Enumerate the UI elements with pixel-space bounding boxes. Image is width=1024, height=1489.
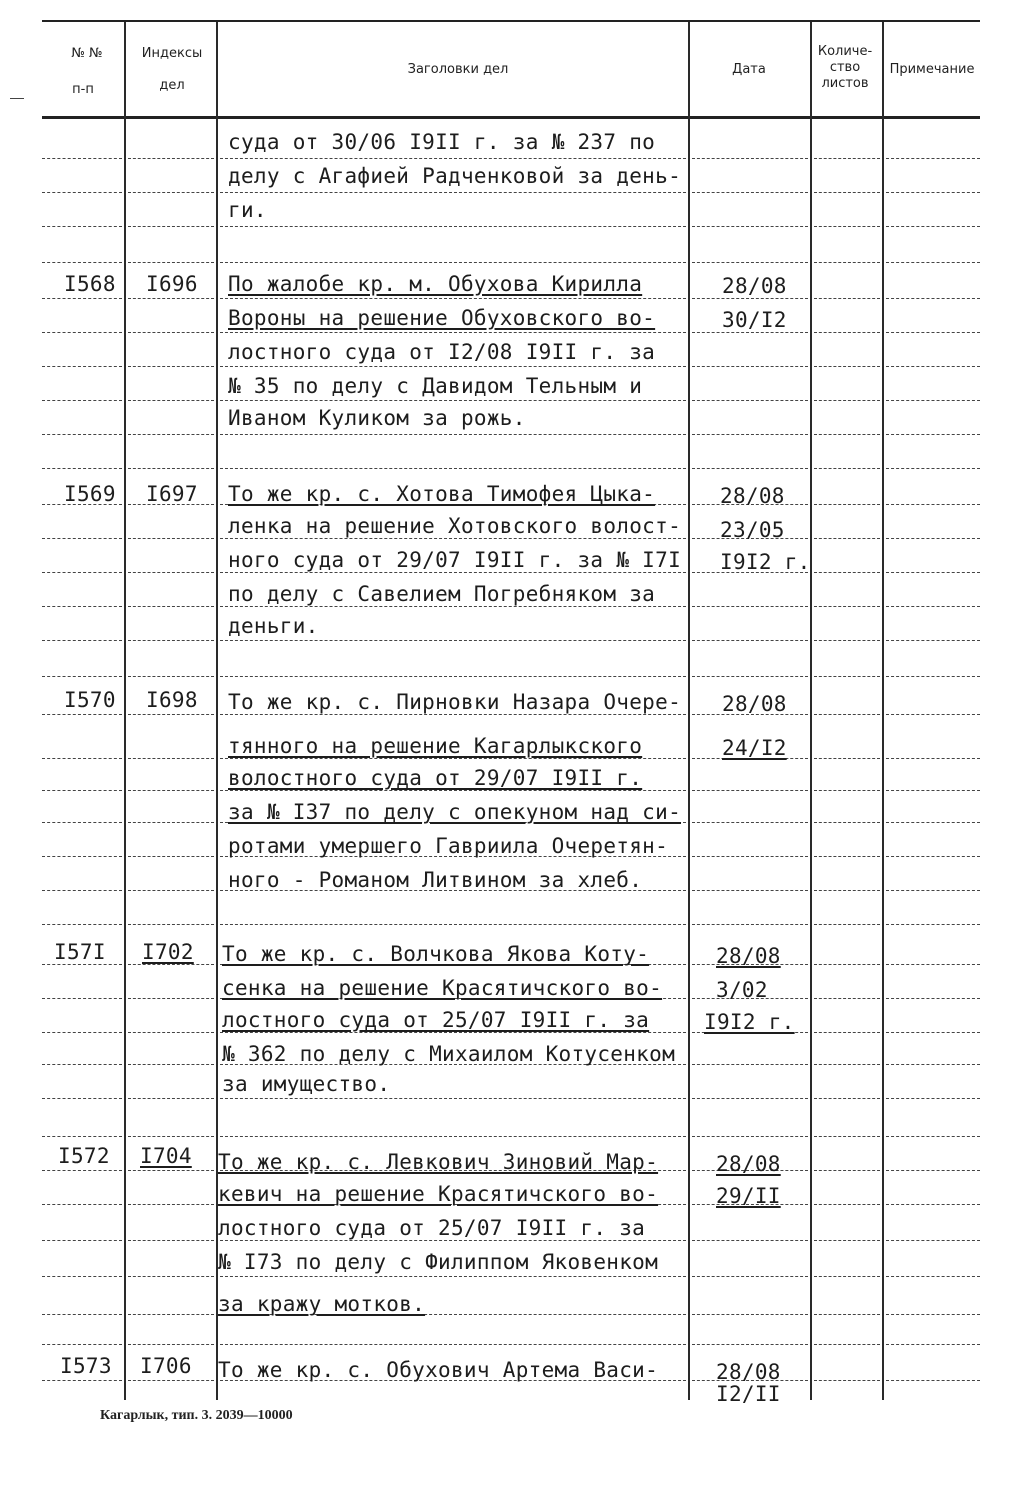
ruled-line [814,1380,880,1381]
ruled-line [886,192,980,193]
record-index: I706 [140,1354,192,1378]
ruled-line [692,192,808,193]
ruled-line [886,434,980,435]
ruled-line [42,262,122,263]
ruled-line [42,1136,122,1137]
ruled-line [814,366,880,367]
record-title-line: № I73 по делу с Филиппом Яковенком [218,1250,659,1274]
record-title-line: То же кр. с. Левкович Зиновий Мар- [218,1150,659,1174]
header-title: Заголовки дел [407,62,509,77]
ruled-line [886,714,980,715]
ruled-line [220,572,686,573]
ruled-line [128,790,214,791]
ruled-line [42,400,122,401]
ruled-line [220,1136,686,1137]
ruled-line [128,714,214,715]
ruled-line [42,1240,122,1241]
ruled-line [814,606,880,607]
ruled-line [886,262,980,263]
ruled-line [886,890,980,891]
ruled-line [692,400,808,401]
ruled-line [220,924,686,925]
record-title-line: Иваном Куликом за рожь. [228,406,526,430]
record-date: 28/08 [716,944,781,968]
record-number: I573 [60,1354,112,1378]
header-note: Примечание [889,62,975,77]
ruled-line [692,640,808,641]
ruled-line [886,1204,980,1205]
ruled-line [886,822,980,823]
ruled-line [42,790,122,791]
ruled-line [814,1344,880,1345]
ruled-line [220,400,686,401]
ruled-line [128,332,214,333]
record-title-line: сенка на решение Красятичского во- [222,976,663,1000]
ruled-line [886,538,980,539]
ruled-line [128,1170,214,1171]
ruled-line [692,262,808,263]
ruled-line [220,640,686,641]
record-number: I570 [64,688,116,712]
ruled-line [42,1344,122,1345]
record-date: 28/08 [716,1360,781,1384]
ruled-line [220,434,686,435]
ruled-line [814,400,880,401]
record-date: 23/05 [720,518,785,542]
ruled-line [886,400,980,401]
ruled-line [128,1314,214,1315]
ruled-line [886,298,980,299]
ruled-line [814,1032,880,1033]
ruled-line [220,1344,686,1345]
ruled-line [692,226,808,227]
ruled-line [886,790,980,791]
record-title-line: То же кр. с. Волчкова Якова Коту- [222,942,650,966]
ruled-line [886,924,980,925]
ruled-line [886,226,980,227]
ruled-line [128,262,214,263]
column-divider [688,22,690,1400]
ruled-line [692,606,808,607]
ruled-line [128,1344,214,1345]
ruled-line [42,1380,122,1381]
record-title-line: То же кр. с. Обухович Артема Васи- [218,1358,659,1382]
header-index-top: Индексы [141,46,203,61]
ruled-line [42,822,122,823]
record-date: I2/II [716,1382,781,1406]
ruled-line [814,192,880,193]
ruled-line [42,538,122,539]
ruled-line [692,1276,808,1277]
record-title-line: лостного суда от 25/07 I9II г. за [218,1216,646,1240]
ruled-line [42,714,122,715]
ruled-line [42,924,122,925]
ruled-line [220,1276,686,1277]
ruled-line [814,538,880,539]
ruled-line [814,1240,880,1241]
ruled-line [220,192,686,193]
ruled-line [128,298,214,299]
ruled-line [220,468,686,469]
column-divider [124,22,126,1400]
ruled-line [814,262,880,263]
column-divider [810,22,812,1400]
ruled-line [42,964,122,965]
record-index: I698 [146,688,198,712]
ruled-line [220,332,686,333]
record-title-line: ротами умершего Гавриила Очеретян- [228,834,669,858]
ruled-line [886,1380,980,1381]
ruled-line [692,1098,808,1099]
ruled-line [692,366,808,367]
ruled-line [886,1136,980,1137]
ruled-line [692,468,808,469]
ruled-line [692,1136,808,1137]
header-sheets-3: листов [821,76,869,91]
ruled-line [692,1240,808,1241]
ruled-line [886,332,980,333]
ruled-line [128,434,214,435]
print-imprint: Кагарлык, тип. 3. 2039—10000 [100,1408,293,1423]
ruled-line [814,714,880,715]
record-date: 28/08 [716,1152,781,1176]
record-title-line: То же кр. с. Хотова Тимофея Цыка- [228,482,656,506]
ruled-line [128,640,214,641]
ruled-line [814,1314,880,1315]
ruled-line [128,1380,214,1381]
ruled-line [42,1204,122,1205]
ruled-line [128,226,214,227]
record-date: 3/02 [716,978,768,1002]
ruled-line [814,924,880,925]
ruled-line [886,758,980,759]
ruled-line [42,298,122,299]
ruled-line [886,366,980,367]
ruled-line [128,606,214,607]
ruled-line [42,1276,122,1277]
ruled-line [814,468,880,469]
record-index: I702 [142,940,194,964]
ruled-line [220,262,686,263]
ruled-line [128,366,214,367]
ruled-line [692,822,808,823]
ruled-line [886,1170,980,1171]
ruled-line [886,1276,980,1277]
ruled-line [42,332,122,333]
ruled-line [692,298,808,299]
header-num-bottom: п-п [72,82,94,97]
ruled-line [692,856,808,857]
ruled-line [814,226,880,227]
ruled-line [814,1136,880,1137]
ruled-line [128,538,214,539]
record-title-line: за № I37 по делу с опекуном над си- [228,800,682,824]
ruled-line [886,1314,980,1315]
ruled-line [128,1032,214,1033]
ruled-line [814,332,880,333]
ruled-line [220,606,686,607]
record-number: I572 [58,1144,110,1168]
ruled-line [128,964,214,965]
ruled-line [692,332,808,333]
continuation-line: ги. [228,198,267,222]
ruled-line [128,1064,214,1065]
record-number: I568 [64,272,116,296]
ruled-line [128,1240,214,1241]
record-title-line: кевич на решение Красятичского во- [218,1182,659,1206]
ruled-line [886,158,980,159]
ruled-line [42,192,122,193]
ruled-line [42,1064,122,1065]
record-date: 28/08 [720,484,785,508]
record-title-line: По жалобе кр. м. Обухова Кирилла [228,272,643,296]
record-date: 24/I2 [722,736,787,760]
ruled-line [886,676,980,677]
ruled-line [692,434,808,435]
header-index-bottom: дел [159,78,185,93]
record-title-line: № 35 по делу с Давидом Тельным и [228,374,643,398]
ruled-line [42,890,122,891]
ruled-line [814,758,880,759]
record-title-line: за имущество. [222,1072,391,1096]
ruled-line [814,890,880,891]
ruled-line [220,714,686,715]
ruled-line [128,158,214,159]
ruled-line [886,1098,980,1099]
ruled-line [886,1344,980,1345]
column-divider [882,22,884,1400]
ruled-line [128,890,214,891]
continuation-line: суда от 30/06 I9II г. за № 237 по [228,130,656,154]
ruled-line [814,1276,880,1277]
ruled-line [42,226,122,227]
ruled-line [814,640,880,641]
ruled-line [42,758,122,759]
continuation-line: делу с Агафией Радченковой за день- [228,164,682,188]
ruled-line [814,572,880,573]
ruled-line [814,790,880,791]
record-date: I9I2 г. [704,1010,795,1034]
record-index: I704 [140,1144,192,1168]
ruled-line [42,366,122,367]
ruled-line [692,790,808,791]
record-index: I696 [146,272,198,296]
record-date: 28/08 [722,274,787,298]
header-num-top: № № [71,46,103,61]
ruled-line [128,1204,214,1205]
ruled-line [814,998,880,999]
header-top-rule [42,20,980,22]
record-date: 30/I2 [722,308,787,332]
ruled-line [886,468,980,469]
ruled-line [128,676,214,677]
record-date: 28/08 [722,692,787,716]
ruled-line [42,676,122,677]
record-title-line: деньги. [228,614,319,638]
ruled-line [814,158,880,159]
record-title-line: ного - Романом Литвином за хлеб. [228,868,643,892]
ruled-line [692,676,808,677]
ruled-line [42,434,122,435]
record-title-line: ленка на решение Хотовского волост- [228,514,682,538]
ruled-line [886,572,980,573]
ruled-line [692,1064,808,1065]
ruled-line [128,822,214,823]
ruled-line [886,606,980,607]
ruled-line [42,640,122,641]
ruled-line [220,538,686,539]
ruled-line [814,504,880,505]
ruled-line [128,998,214,999]
ruled-line [42,572,122,573]
record-title-line: Вороны на решение Обуховского во- [228,306,656,330]
ruled-line [128,572,214,573]
ruled-line [128,856,214,857]
header-sheets-2: ство [829,60,861,75]
record-title-line: лостного суда от 25/07 I9II г. за [222,1008,650,1032]
ruled-line [814,856,880,857]
record-date: I9I2 г. [720,550,811,574]
ruled-line [220,1032,686,1033]
record-date: 29/II [716,1184,781,1208]
ruled-line [220,366,686,367]
ruled-line [814,1204,880,1205]
ruled-line [220,790,686,791]
ruled-line [128,1276,214,1277]
ruled-line [886,640,980,641]
ruled-line [42,856,122,857]
ruled-line [220,1098,686,1099]
ruled-line [42,158,122,159]
ruled-line [220,226,686,227]
ruled-line [814,298,880,299]
header-date: Дата [732,62,766,77]
margin-mark [10,98,24,99]
ruled-line [814,1170,880,1171]
ruled-line [692,924,808,925]
ruled-line [42,1314,122,1315]
record-index: I697 [146,482,198,506]
ruled-line [220,758,686,759]
ruled-line [814,1098,880,1099]
ruled-line [814,964,880,965]
ruled-line [42,1098,122,1099]
ruled-line [42,468,122,469]
ruled-line [128,468,214,469]
ruled-line [692,1314,808,1315]
ruled-line [814,434,880,435]
header-sheets-1: Количе- [817,44,873,59]
ruled-line [42,1032,122,1033]
ruled-line [692,1344,808,1345]
ruled-line [886,998,980,999]
ruled-line [128,758,214,759]
ruled-line [220,676,686,677]
ruled-line [886,1240,980,1241]
ruled-line [886,856,980,857]
ruled-line [128,192,214,193]
record-title-line: по делу с Савелием Погребняком за [228,582,656,606]
record-number: I569 [64,482,116,506]
ruled-line [42,606,122,607]
record-title-line: № 362 по делу с Михаилом Котусенком [222,1042,676,1066]
ruled-line [692,158,808,159]
ruled-line [220,1240,686,1241]
record-title-line: тянного на решение Кагарлыкского [228,734,643,758]
record-title-line: волостного суда от 29/07 I9II г. [228,766,643,790]
ruled-line [886,504,980,505]
ruled-line [814,822,880,823]
ruled-line [128,1098,214,1099]
ruled-line [128,400,214,401]
ruled-line [692,890,808,891]
ruled-line [886,1064,980,1065]
record-number: I57I [54,940,106,964]
record-title-line: лостного суда от I2/08 I9II г. за [228,340,656,364]
ruled-line [886,1032,980,1033]
record-title-line: То же кр. с. Пирновки Назара Очере- [228,690,682,714]
ruled-line [42,1170,122,1171]
ruled-line [42,998,122,999]
ruled-line [814,1064,880,1065]
record-title-line: ного суда от 29/07 I9II г. за № I7I [228,548,682,572]
ruled-line [814,676,880,677]
header-bottom-rule [42,116,980,119]
ruled-line [220,158,686,159]
ruled-line [128,924,214,925]
record-title-line: за кражу мотков. [218,1292,426,1316]
ruled-line [128,1136,214,1137]
ruled-line [886,964,980,965]
ruled-line [220,298,686,299]
